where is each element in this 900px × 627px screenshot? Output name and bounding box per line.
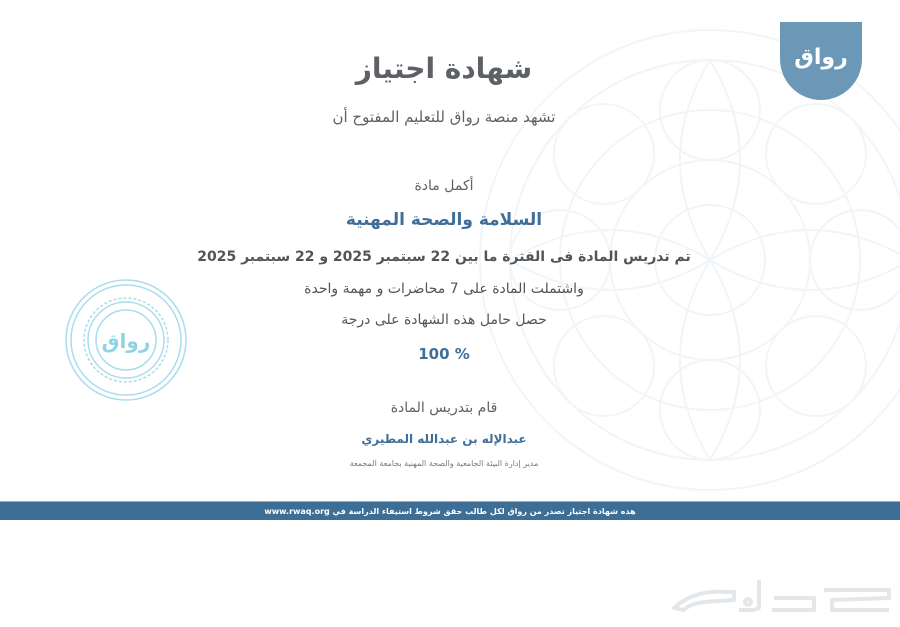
certificate-subtitle: تشهد منصة رواق للتعليم المفتوح أن (332, 108, 556, 126)
certificate-title: شهادة اجتياز (355, 52, 533, 85)
teaching-period: تم تدريس المادة فى الفترة ما بين 22 سبتمبر 2025 و 22 سبتمبر 2025 (197, 249, 691, 265)
taught-by-label: قام بتدريس المادة (390, 400, 498, 416)
footer-text: هذه شهادة اجتياز تصدر من رواق لكل طالب حقق شروط استيفاء الدراسة في www.rwaq.org (264, 506, 636, 516)
grade-label: حصل حامل هذه الشهادة على درجة (341, 312, 547, 328)
course-name: السلامة والصحة المهنية (345, 210, 543, 230)
grade-value: % 100 (418, 345, 470, 363)
haraj-watermark-logo-icon (664, 570, 896, 618)
course-content-summary: واشتملت المادة على 7 محاضرات و مهمة واحدة (304, 281, 584, 297)
instructor-title: مدير إدارة البيئة الجامعية والصحة المهنية بجامعة المجمعة (349, 459, 539, 468)
footer-bar (0, 501, 900, 520)
completed-label: أكمل مادة (414, 178, 474, 194)
seal-logo-text: رواق (101, 329, 151, 353)
instructor-name: عبدالإله بن عبدالله المطيري (361, 432, 527, 446)
rwaq-seal-icon (64, 278, 188, 402)
badge-logo-text: رواق (794, 44, 848, 70)
